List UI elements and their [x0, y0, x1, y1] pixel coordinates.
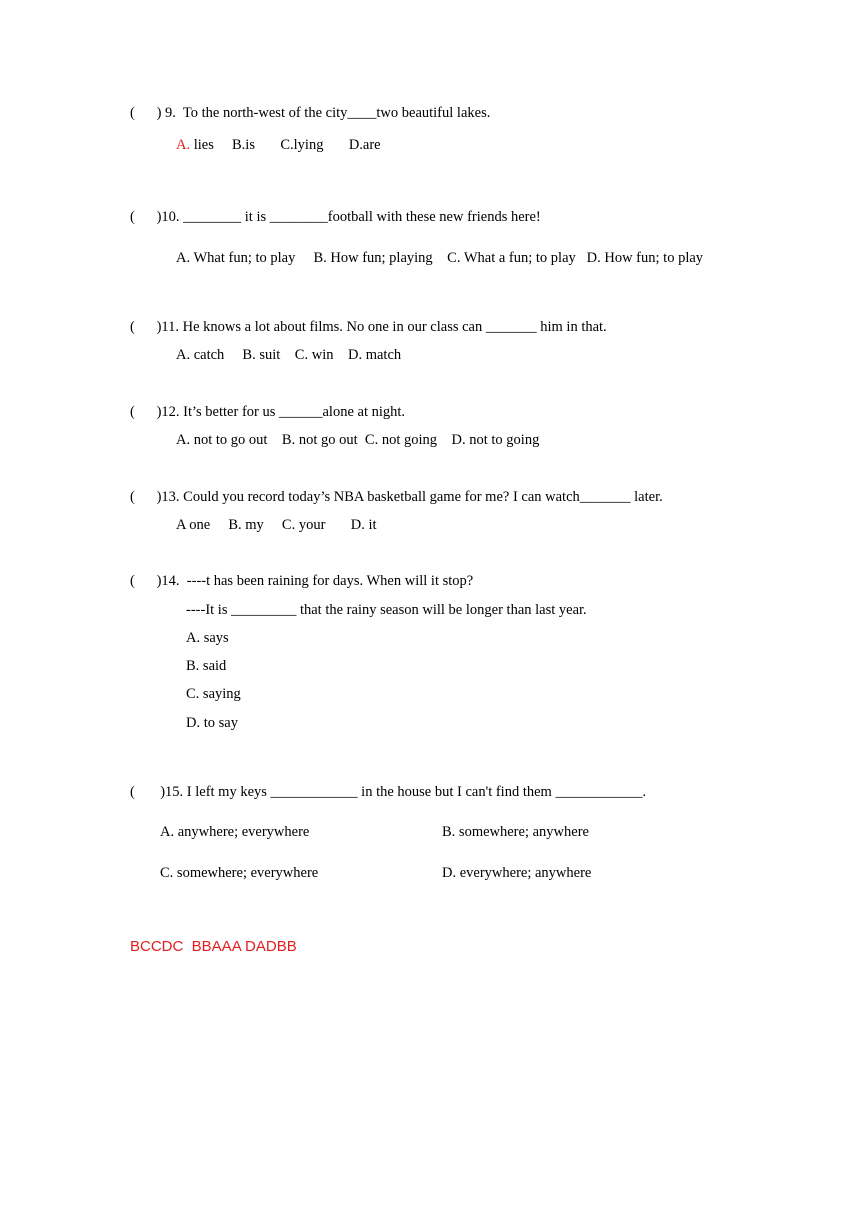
question-15-option-b: B. somewhere; anywhere: [442, 824, 589, 840]
question-15-option-d: D. everywhere; anywhere: [442, 865, 592, 881]
question-10-stem: ( )10. ________ it is ________football with these new friends here!: [130, 209, 541, 225]
question-15-option-c: C. somewhere; everywhere: [160, 865, 319, 881]
question-11-stem: ( )11. He knows a lot about films. No one in our class can _______ him in that.: [130, 319, 607, 335]
question-13-stem: ( )13. Could you record today’s NBA basketball game for me? I can watch_______ later.: [130, 489, 663, 505]
question-11-options: A. catch B. suit C. win D. match: [176, 347, 402, 363]
question-14-option-c: C. saying: [186, 686, 241, 702]
question-14-option-b: B. said: [186, 658, 227, 674]
question-14-option-d: D. to say: [186, 715, 238, 731]
question-15-stem: ( )15. I left my keys ____________ in the house but I can't find them ____________.: [130, 784, 647, 800]
question-9-stem: ( ) 9. To the north-west of the city____two beautiful lakes.: [130, 105, 491, 121]
question-14-stem: ( )14. ----t has been raining for days. When will it stop?: [130, 573, 474, 589]
question-14-option-a: A. says: [186, 630, 229, 646]
option-a-label: A.: [176, 137, 191, 153]
question-9-options-rest: lies B.is C.lying D.are: [190, 137, 381, 153]
question-12-stem: ( )12. It’s better for us ______alone at night.: [130, 404, 406, 420]
question-9-options: [176, 136, 381, 154]
answer-key: BCCDC BBAAA DADBB: [130, 938, 297, 955]
question-15-option-a: A. anywhere; everywhere: [160, 824, 310, 840]
question-10-options: A. What fun; to play B. How fun; playing C. What a fun; to play D. How fun; to play: [176, 250, 704, 266]
question-14-stem-reply: ----It is _________ that the rainy season will be longer than last year.: [186, 602, 587, 618]
question-12-options: A. not to go out B. not go out C. not going D. not to going: [176, 432, 540, 448]
question-13-options: A one B. my C. your D. it: [176, 517, 377, 533]
